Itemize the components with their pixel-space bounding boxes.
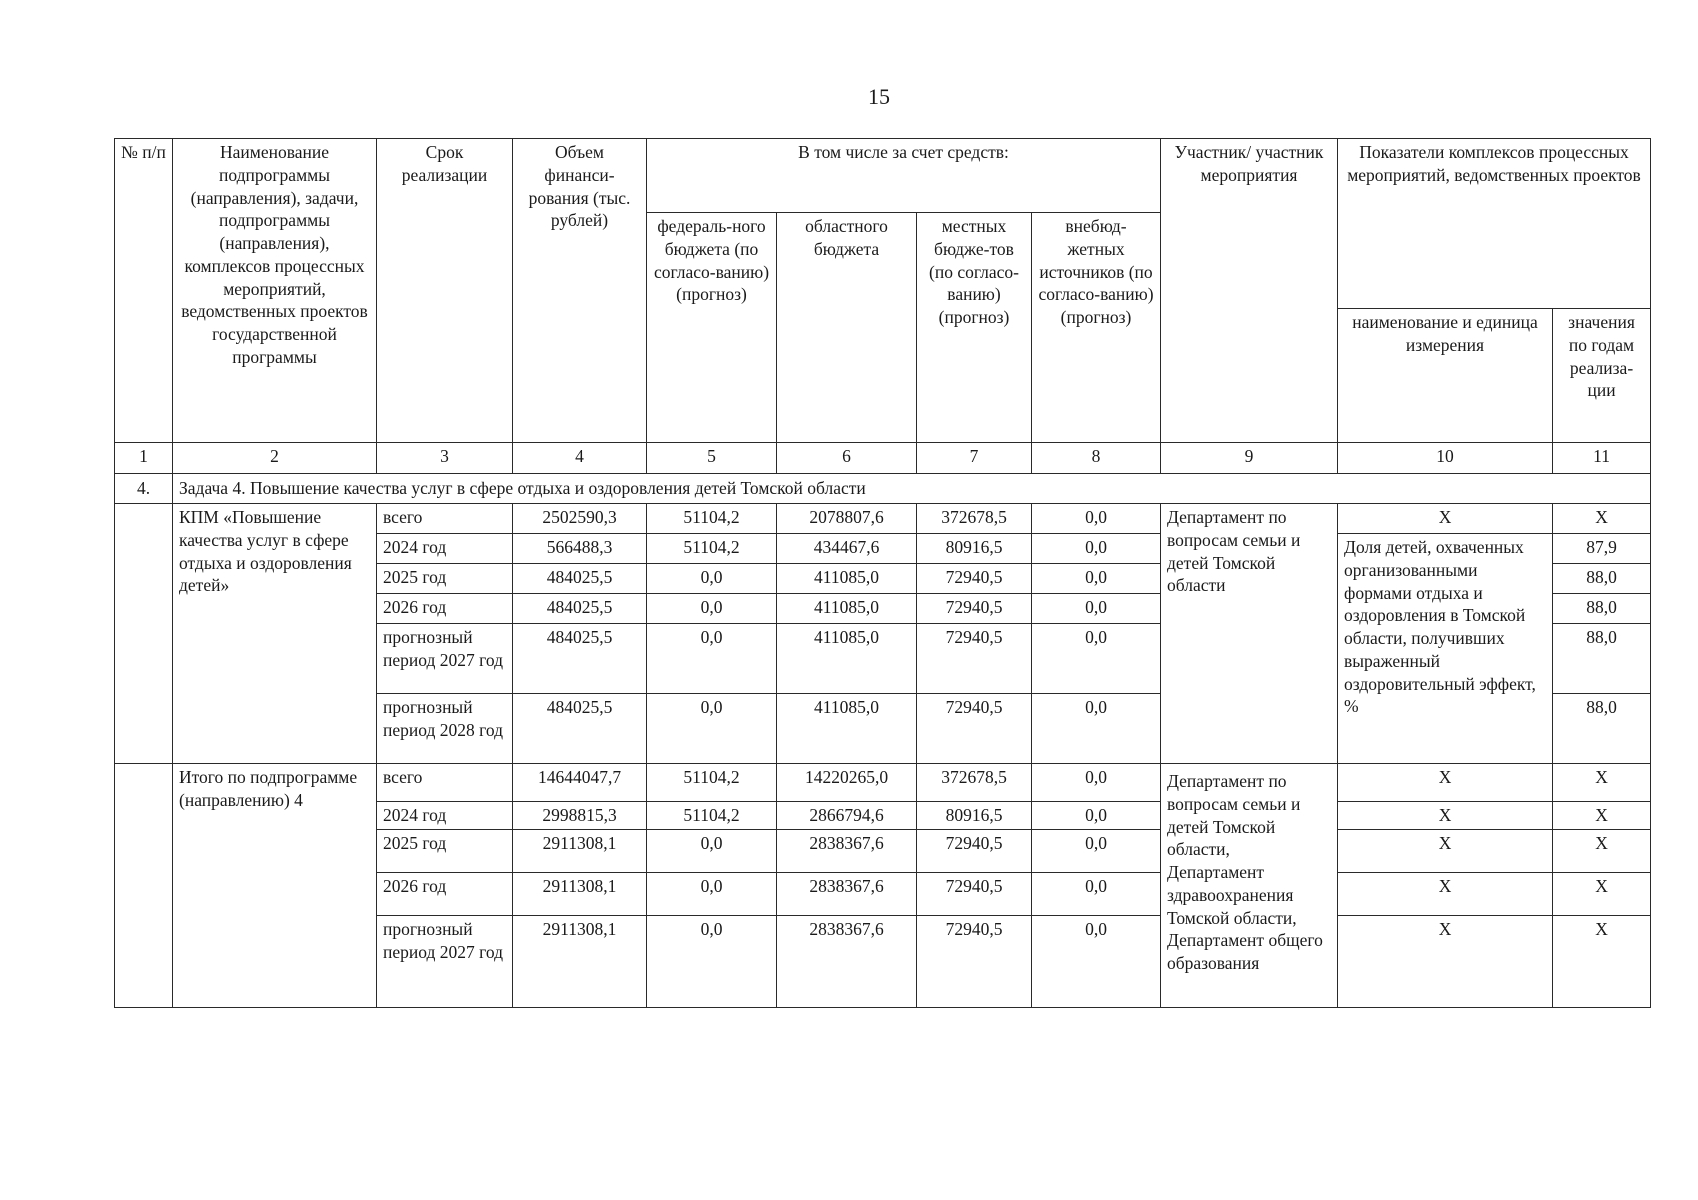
header-group-indicators: Показатели комплексов процессных мероприятий, ведомственных проектов (1338, 139, 1651, 309)
indicator-name-cell: Х (1338, 504, 1553, 534)
indicator-value-cell: Х (1553, 504, 1651, 534)
indicator-value-cell: Х (1553, 873, 1651, 916)
indicator-value-cell: Х (1553, 916, 1651, 1008)
total-cell: 2998815,3 (513, 802, 647, 830)
table-row (115, 504, 1651, 534)
regional-cell: 411085,0 (777, 564, 917, 594)
total-cell: 2911308,1 (513, 830, 647, 873)
regional-cell: 2866794,6 (777, 802, 917, 830)
period-cell: прогнозный период 2027 год (377, 624, 513, 694)
extrabudget-cell: 0,0 (1032, 830, 1161, 873)
header-row-1 (115, 139, 1651, 213)
total-cell: 2911308,1 (513, 873, 647, 916)
indicator-value-cell: 88,0 (1553, 594, 1651, 624)
column-number: 11 (1553, 443, 1651, 474)
local-cell: 72940,5 (917, 830, 1032, 873)
local-cell: 372678,5 (917, 504, 1032, 534)
header-col-federal: федераль-ного бюджета (по согласо-ванию) (прогноз) (647, 213, 777, 443)
indicator-name-cell: Х (1338, 764, 1553, 802)
regional-cell: 14220265,0 (777, 764, 917, 802)
column-number: 6 (777, 443, 917, 474)
table-row (115, 764, 1651, 802)
indicator-value-cell: Х (1553, 830, 1651, 873)
header-col-indicator-values: значения по годам реализа-ции (1553, 309, 1651, 443)
regional-cell: 411085,0 (777, 624, 917, 694)
extrabudget-cell: 0,0 (1032, 802, 1161, 830)
indicator-value-cell: 88,0 (1553, 564, 1651, 594)
federal-cell: 0,0 (647, 564, 777, 594)
extrabudget-cell: 0,0 (1032, 873, 1161, 916)
extrabudget-cell: 0,0 (1032, 624, 1161, 694)
federal-cell: 0,0 (647, 830, 777, 873)
column-number: 9 (1161, 443, 1338, 474)
period-cell: прогнозный период 2027 год (377, 916, 513, 1008)
empty-cell (115, 764, 173, 1008)
total-cell: 2911308,1 (513, 916, 647, 1008)
extrabudget-cell: 0,0 (1032, 534, 1161, 564)
itogo-name: Итого по подпрограмме (направлению) 4 (173, 764, 377, 1008)
federal-cell: 51104,2 (647, 802, 777, 830)
header-col-period: Срок реализации (377, 139, 513, 443)
header-group-funding: В том числе за счет средств: (647, 139, 1161, 213)
total-cell: 566488,3 (513, 534, 647, 564)
header-col-name: Наименование подпрограммы (направления), задачи, подпрограммы (направления), комплексов процессных мероприятий, ведомственных проектов государственной программы (173, 139, 377, 443)
regional-cell: 411085,0 (777, 694, 917, 764)
kpm-participant: Департамент по вопросам семьи и детей Томской области (1161, 504, 1338, 764)
column-number: 4 (513, 443, 647, 474)
regional-cell: 411085,0 (777, 594, 917, 624)
empty-cell (115, 504, 173, 764)
period-cell: 2024 год (377, 534, 513, 564)
column-number: 7 (917, 443, 1032, 474)
extrabudget-cell: 0,0 (1032, 564, 1161, 594)
extrabudget-cell: 0,0 (1032, 916, 1161, 1008)
local-cell: 72940,5 (917, 873, 1032, 916)
indicator-value-cell: Х (1553, 764, 1651, 802)
task-title: Задача 4. Повышение качества услуг в сфере отдыха и оздоровления детей Томской области (173, 474, 1651, 504)
indicator-value-cell: Х (1553, 802, 1651, 830)
kpm-name: КПМ «Повышение качества услуг в сфере отдыха и оздоровления детей» (173, 504, 377, 764)
period-cell: 2025 год (377, 830, 513, 873)
federal-cell: 51104,2 (647, 534, 777, 564)
extrabudget-cell: 0,0 (1032, 504, 1161, 534)
indicator-value-cell: 87,9 (1553, 534, 1651, 564)
header-col-number: № п/п (115, 139, 173, 443)
total-cell: 2502590,3 (513, 504, 647, 534)
period-cell: 2026 год (377, 594, 513, 624)
column-numbers-row (115, 443, 1651, 474)
regional-cell: 2838367,6 (777, 830, 917, 873)
federal-cell: 0,0 (647, 873, 777, 916)
local-cell: 72940,5 (917, 564, 1032, 594)
federal-cell: 0,0 (647, 624, 777, 694)
header-col-indicator-name: наименование и единица измерения (1338, 309, 1553, 443)
task-number: 4. (115, 474, 173, 504)
kpm-indicator-name: Доля детей, охваченных организованными формами отдыха и оздоровления в Томской области, получивших выраженный оздоровительный эффект, % (1338, 534, 1553, 764)
column-number: 2 (173, 443, 377, 474)
local-cell: 72940,5 (917, 624, 1032, 694)
indicator-value-cell: 88,0 (1553, 624, 1651, 694)
federal-cell: 51104,2 (647, 504, 777, 534)
indicator-value-cell: 88,0 (1553, 694, 1651, 764)
column-number: 8 (1032, 443, 1161, 474)
header-col-volume: Объем финанси-рования (тыс. рублей) (513, 139, 647, 443)
indicator-name-cell: Х (1338, 916, 1553, 1008)
federal-cell: 51104,2 (647, 764, 777, 802)
local-cell: 80916,5 (917, 802, 1032, 830)
local-cell: 72940,5 (917, 916, 1032, 1008)
column-number: 3 (377, 443, 513, 474)
indicator-name-cell: Х (1338, 830, 1553, 873)
header-col-participant: Участник/ участник мероприятия (1161, 139, 1338, 443)
local-cell: 372678,5 (917, 764, 1032, 802)
total-cell: 14644047,7 (513, 764, 647, 802)
extrabudget-cell: 0,0 (1032, 694, 1161, 764)
local-cell: 72940,5 (917, 694, 1032, 764)
regional-cell: 434467,6 (777, 534, 917, 564)
federal-cell: 0,0 (647, 916, 777, 1008)
header-col-regional: областного бюджета (777, 213, 917, 443)
column-number: 5 (647, 443, 777, 474)
funding-table (114, 138, 1651, 1008)
local-cell: 72940,5 (917, 594, 1032, 624)
itogo-participant: Департамент по вопросам семьи и детей Томской области, Департамент здравоохранения Томской области, Департамент общего образования (1161, 764, 1338, 1008)
header-col-extrabudget: внебюд-жетных источников (по согласо-ванию) (прогноз) (1032, 213, 1161, 443)
task-row (115, 474, 1651, 504)
total-cell: 484025,5 (513, 564, 647, 594)
local-cell: 80916,5 (917, 534, 1032, 564)
period-cell: 2025 год (377, 564, 513, 594)
regional-cell: 2838367,6 (777, 873, 917, 916)
page-number: 15 (868, 84, 890, 109)
period-cell: всего (377, 764, 513, 802)
period-cell: 2024 год (377, 802, 513, 830)
total-cell: 484025,5 (513, 624, 647, 694)
period-cell: всего (377, 504, 513, 534)
regional-cell: 2078807,6 (777, 504, 917, 534)
indicator-name-cell: Х (1338, 802, 1553, 830)
period-cell: 2026 год (377, 873, 513, 916)
total-cell: 484025,5 (513, 694, 647, 764)
extrabudget-cell: 0,0 (1032, 594, 1161, 624)
period-cell: прогнозный период 2028 год (377, 694, 513, 764)
header-col-local: местных бюдже-тов (по согласо-ванию) (прогноз) (917, 213, 1032, 443)
federal-cell: 0,0 (647, 694, 777, 764)
extrabudget-cell: 0,0 (1032, 764, 1161, 802)
column-number: 10 (1338, 443, 1553, 474)
regional-cell: 2838367,6 (777, 916, 917, 1008)
column-number: 1 (115, 443, 173, 474)
indicator-name-cell: Х (1338, 873, 1553, 916)
federal-cell: 0,0 (647, 594, 777, 624)
total-cell: 484025,5 (513, 594, 647, 624)
